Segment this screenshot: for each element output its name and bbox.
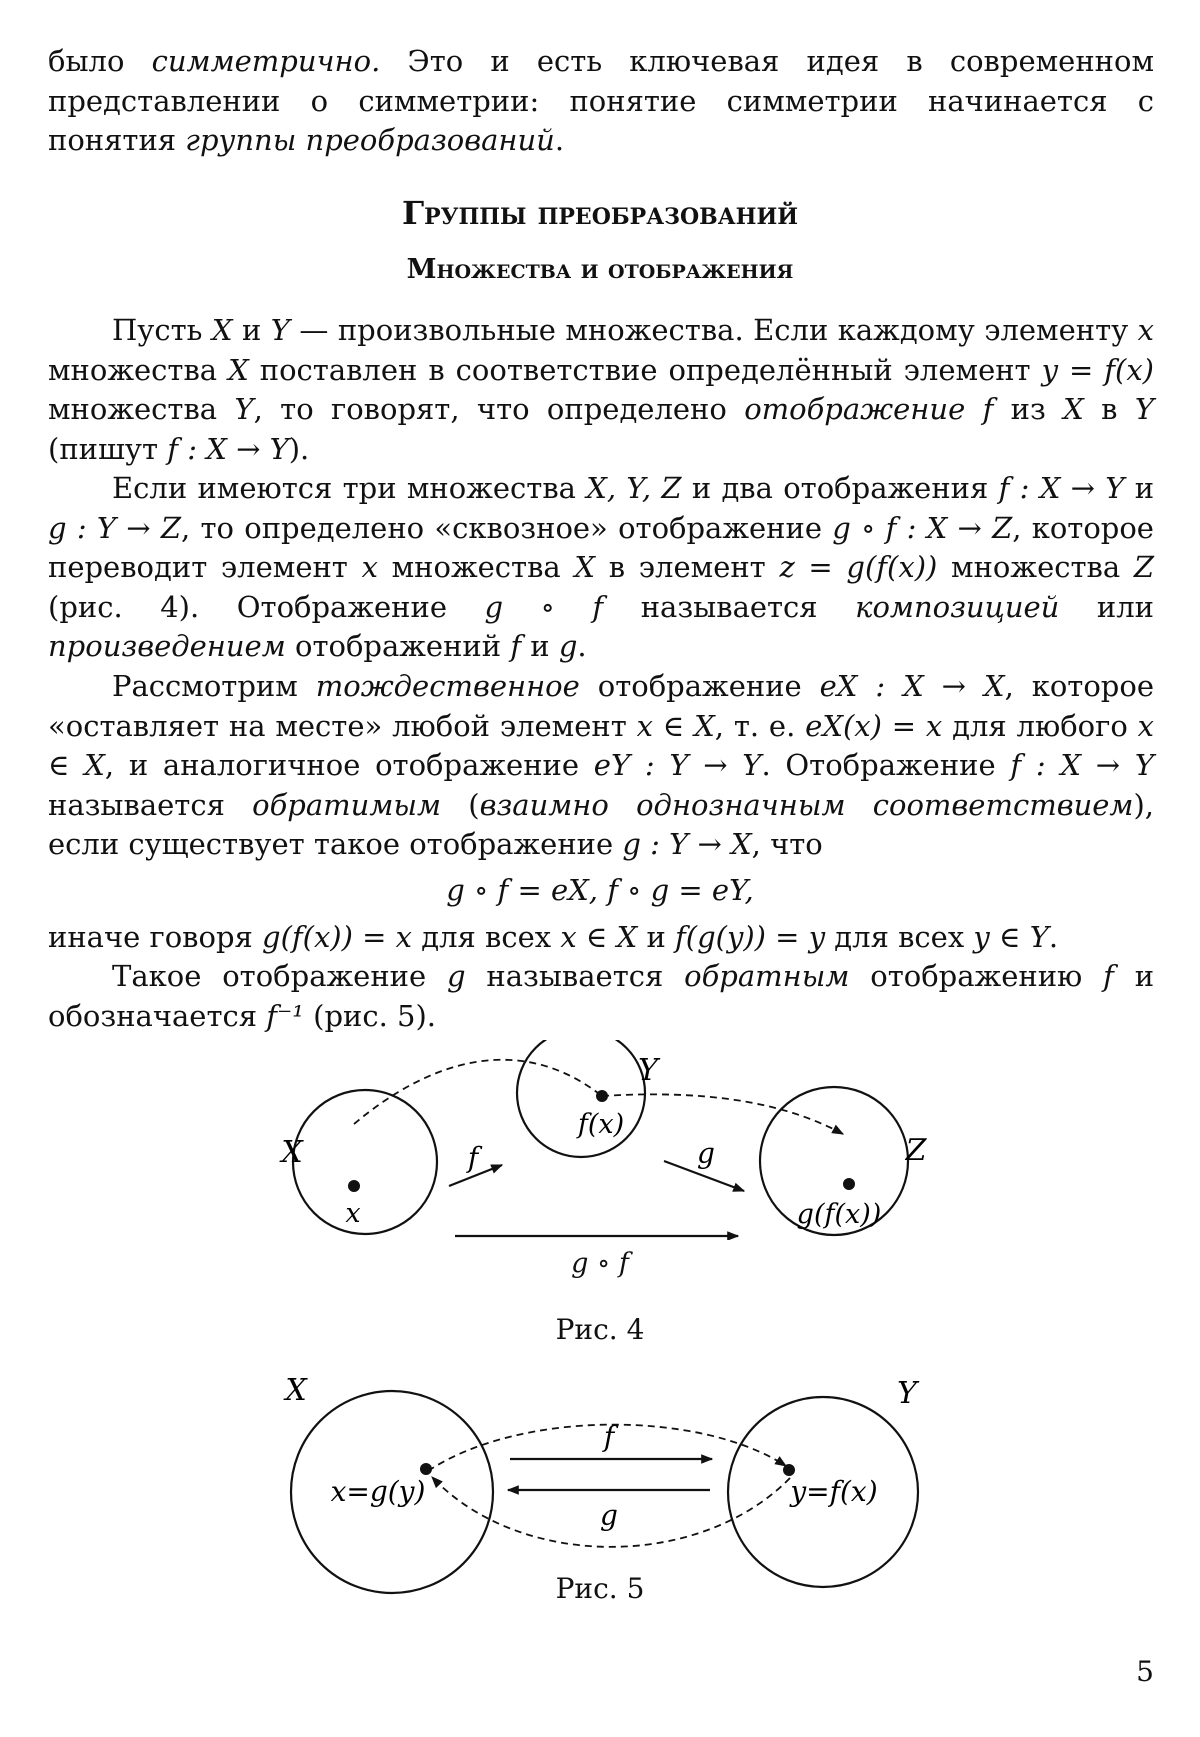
text-run bbox=[965, 392, 982, 426]
math: X, Y, Z bbox=[586, 471, 682, 505]
text-run: называется bbox=[48, 787, 253, 822]
math: Y bbox=[270, 313, 290, 347]
math: g bbox=[558, 629, 578, 663]
point-x bbox=[420, 1463, 432, 1475]
text-run: из bbox=[993, 392, 1064, 426]
emphasis: произведением bbox=[48, 629, 286, 663]
math: f⁻¹ bbox=[266, 998, 304, 1033]
math: g ∘ f bbox=[484, 589, 604, 624]
paragraph-sets bbox=[48, 311, 1154, 469]
math: eX(x) = x bbox=[805, 708, 943, 743]
label-point-x: x bbox=[345, 1198, 361, 1229]
math: X bbox=[1063, 392, 1084, 426]
text-run: отображений bbox=[285, 629, 511, 663]
label-point-fx: f(x) bbox=[577, 1109, 625, 1140]
math: eY : Y → Y bbox=[593, 748, 762, 782]
figure-4 bbox=[0, 1040, 1200, 1240]
text-run: множества bbox=[48, 352, 229, 387]
math: x ∈ X bbox=[48, 708, 1154, 782]
text-run: , т. е. bbox=[714, 708, 806, 743]
text-run: , которое переводит элемент bbox=[48, 510, 1154, 584]
text-run: называется bbox=[603, 589, 856, 624]
math: g ∘ f : X → Z bbox=[832, 510, 1013, 545]
emphasis: обратным bbox=[684, 959, 850, 993]
subsection-title: Множества и отображения bbox=[406, 254, 794, 285]
text-run: множества bbox=[377, 550, 575, 584]
set-x-circle bbox=[293, 1090, 437, 1234]
math: f bbox=[1103, 959, 1114, 993]
text-run: и bbox=[637, 920, 676, 954]
math: g(f(x)) = x bbox=[262, 920, 413, 954]
text-run: и bbox=[521, 629, 559, 663]
text-run: иначе говоря bbox=[48, 920, 263, 954]
label-set-y: Y bbox=[897, 1376, 917, 1411]
text-run: Это и есть ключевая идея в современном представлении о симметрии: понятие симметрии начинается с понятия bbox=[48, 44, 1154, 157]
text-run: . bbox=[1048, 920, 1059, 954]
math: g : Y → Z bbox=[48, 510, 181, 545]
text-run: Пусть bbox=[112, 313, 212, 347]
emphasis: композицией bbox=[855, 589, 1060, 624]
display-equation: g ∘ f = eX, f ∘ g = eY, bbox=[446, 873, 754, 907]
text-run: и два отображения bbox=[681, 471, 999, 505]
point-x bbox=[348, 1180, 360, 1192]
dashed-path-fx-to-gfx bbox=[602, 1094, 843, 1134]
text-run: для всех bbox=[412, 920, 561, 954]
math: f bbox=[510, 629, 522, 663]
text-run: для всех bbox=[825, 920, 974, 954]
intro-paragraph bbox=[48, 42, 1154, 161]
text-run: в bbox=[1083, 392, 1135, 426]
math: x bbox=[361, 550, 378, 584]
math: eX : X → X bbox=[819, 669, 1005, 703]
label-arrow-f: f bbox=[603, 1420, 615, 1453]
label-set-x: X bbox=[281, 1135, 303, 1170]
math: f : X → Y bbox=[1010, 748, 1154, 782]
point-gfx bbox=[843, 1178, 855, 1190]
math: X bbox=[228, 352, 249, 387]
paragraph-inverse-condition bbox=[48, 918, 1154, 958]
text-run: было bbox=[48, 44, 152, 78]
emphasis: симметрично. bbox=[151, 44, 381, 78]
section-title: Группы преобразований bbox=[401, 194, 799, 232]
label-arrow-g: g bbox=[600, 1499, 618, 1532]
text-run: (рис. 5). bbox=[303, 998, 437, 1033]
text-run: . bbox=[554, 123, 565, 157]
label-set-x: X bbox=[285, 1373, 307, 1408]
label-point-right: y=f(x) bbox=[790, 1475, 878, 1508]
text-run: , что bbox=[751, 827, 823, 861]
text-run: , которое «оставляет на месте» любой элемент bbox=[48, 669, 1154, 743]
math: X bbox=[211, 313, 233, 347]
math: y = f(x) bbox=[1041, 352, 1154, 387]
math: g bbox=[447, 959, 466, 993]
text-run: отображение bbox=[579, 669, 820, 703]
page-number: 5 bbox=[1136, 1655, 1154, 1688]
label-point-gfx: g(f(x)) bbox=[796, 1199, 882, 1230]
label-point-left: x=g(y) bbox=[330, 1475, 426, 1508]
text-run: ( bbox=[441, 787, 480, 822]
math: f(g(y)) = y bbox=[675, 920, 826, 954]
math: f : X → Y bbox=[998, 471, 1125, 505]
math: X bbox=[574, 550, 596, 584]
label-arrow-g: g bbox=[697, 1137, 715, 1170]
math: y ∈ Y bbox=[973, 920, 1049, 954]
text-run: отображению bbox=[849, 959, 1104, 993]
text-run: называется bbox=[465, 959, 685, 993]
dashed-path-x-to-fx bbox=[354, 1060, 602, 1124]
text-run: Такое отображение bbox=[112, 959, 447, 993]
math: f bbox=[982, 392, 994, 426]
text-run: Рассмотрим bbox=[112, 669, 316, 703]
paragraph-inverse bbox=[48, 957, 1154, 1036]
text-run: для любого bbox=[942, 708, 1138, 743]
figure-5-caption: Рис. 5 bbox=[555, 1572, 645, 1605]
text-run: поставлен в соответствие определённый элемент bbox=[248, 352, 1042, 387]
point-fx bbox=[596, 1090, 608, 1102]
math: g : Y → X bbox=[622, 827, 752, 861]
text-run: и bbox=[1124, 471, 1155, 505]
text-run: . bbox=[577, 629, 587, 663]
emphasis: отображение bbox=[744, 392, 966, 426]
text-run: (рис. 4). Отображение bbox=[48, 589, 485, 624]
text-run: . Отображение bbox=[761, 748, 1011, 782]
emphasis: взаимно однозначным соответствием bbox=[479, 787, 1134, 822]
text-run: — произвольные множества. Если каждому элементу bbox=[289, 313, 1138, 347]
text-run: , то говорят, что определено bbox=[253, 392, 745, 426]
text-run: в элемент bbox=[595, 550, 780, 584]
label-set-z: Z bbox=[905, 1133, 927, 1168]
figure-4-diagram bbox=[0, 1040, 1200, 1240]
text-run: и bbox=[232, 313, 271, 347]
text-run: множества bbox=[937, 550, 1134, 584]
math: Z bbox=[1133, 550, 1154, 584]
math: Y bbox=[1134, 392, 1155, 426]
emphasis: обратимым bbox=[252, 787, 442, 822]
label-arrow-g-compose-f: g ∘ f bbox=[571, 1248, 629, 1279]
text-run: ). bbox=[288, 431, 310, 466]
figure-4-caption: Рис. 4 bbox=[555, 1313, 645, 1346]
math: f : X → Y bbox=[167, 431, 289, 466]
math: Y bbox=[234, 392, 254, 426]
label-set-y: Y bbox=[638, 1053, 658, 1088]
math: z = g(f(x)) bbox=[779, 550, 938, 584]
text-run: множества bbox=[48, 392, 235, 426]
emphasis: группы преобразований bbox=[185, 123, 555, 157]
text-run: ), если существует такое отображение bbox=[48, 787, 1155, 861]
math: x ∈ X bbox=[636, 708, 715, 743]
text-run: , и аналогичное отображение bbox=[104, 748, 594, 782]
text-run: (пишут bbox=[48, 431, 168, 466]
math: x bbox=[1137, 313, 1154, 347]
text-run: или bbox=[1059, 589, 1155, 624]
text-run: и обозначается bbox=[48, 959, 1155, 1033]
label-arrow-f: f bbox=[467, 1141, 479, 1174]
emphasis: тождественное bbox=[315, 669, 580, 703]
paragraph-identity bbox=[48, 667, 1154, 865]
text-run: , то определено «сквозное» отображение bbox=[180, 510, 833, 545]
paragraph-composition bbox=[48, 469, 1154, 667]
math: x ∈ X bbox=[560, 920, 638, 954]
text-run: Если имеются три множества bbox=[112, 471, 587, 505]
